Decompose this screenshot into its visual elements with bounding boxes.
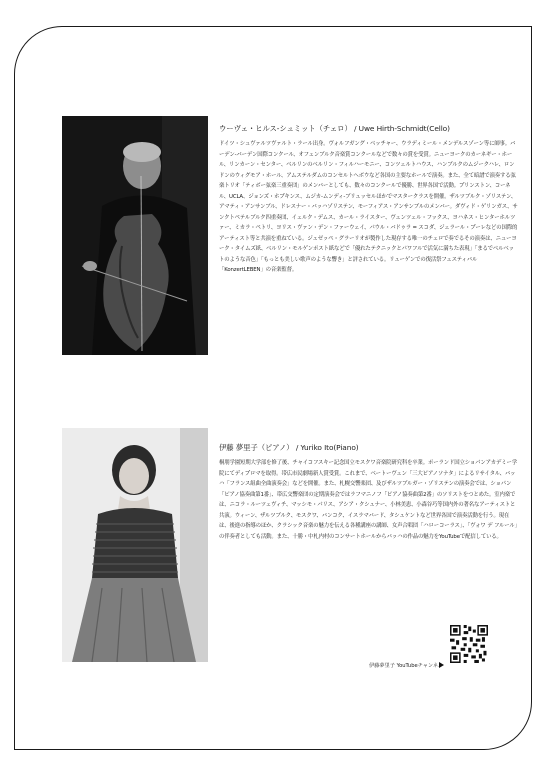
qr-code-icon[interactable] [450,625,488,663]
pianist-name: 伊藤 夢里子（ピアノ） / Yuriko Ito(Piano) [219,443,359,452]
cellist-photo [62,116,208,355]
pianist-bio: 桐朋学園短期大学部を修了後、チャイコフスキー記念国立モスクワ音楽院研究科を卒業。ポーランド国立ショパンアカデミー学院にてディプロマを取得。帯広市民劇場新人賞受賞。これまで、ベートーヴェン「三大ピアノソナタ」によるリサイタル、バッハ「フランス組曲全曲演奏会」などを開催。また、札幌交響楽団、及びザルツブルガー・ゾリステンの演奏会では、ショパン「ピアノ協奏曲第1番」、帯広交響楽団の定期演奏会ではラフマニノフ「ピアノ協奏曲第2番」のソリストをつとめた。室内楽では、ニコラ・ルーツェヴィチ、マッシモ・パリス、アシア・クシュナー、小林美恵、小森谷巧等国内外の著名なアーティストと共演。ウィーン、ザルツブルク、モスクワ、バンコク、イスラマバード、タシュケントなど世界各国で演奏活動を行う。現在は、後進の指導のほか、クラシック音楽の魅力を伝える各種講座の講師、女声合唱団「ハローコーラス」、「ヴォワ デ フルール」の伴奏者としても活動。また、十勝・中札内村のコンサートホールからバッハの作品の魅力をYouTubeで配信している。 [219,460,518,540]
pianist-photo [62,428,208,662]
cellist-name: ウーヴェ・ヒルス-シュミット（チェロ） / Uwe Hirth-Schmidt(Cello) [219,124,450,133]
pianist-bio-section [219,443,519,542]
cellist-bio-section [219,124,519,276]
youtube-channel-label[interactable]: 伊藤夢里子 YouTubeチャンネル [369,663,444,669]
play-triangle-icon [439,662,444,668]
cellist-bio: ドイツ・シュヴァルツヴァルト・ラール出身。ヴォルフガング・ベッチャー、ウラディミール・メンデルスゾーン等に師事。バーデン-バーデン国際コンクール、オフェンブルク音楽賞コンクールなどで数々の賞を受賞。ニューヨークのカーネギー・ホール、リンカーン・センター、ベルリンのベルリン・フィルハーモニー、コンツェルトハウス、ハンブルクのムジークハレ、ロンドンのウィグモア・ホール、アムステルダムのコンセルトヘボウなど各国の主要なホールで演奏。また、全て暗譜で演奏する弦楽トリオ「ティボー弦楽三重奏団」のメンバーとしても、数々のコンクールで優勝、世界各国で活動。プリンストン、コーネル、UCLA、ジョンズ・ホプキンス、ムジカ-ムンディ-ブリュッセルほかでマスタークラスを開催。ザルツブルク・ゾリステン、アマティ・アンサンブル、ドレスナー・バッハゾリステン、モーフィアス・アンサンブルのメンバー。ダヴィド・ゲリンガス、サンクトペテルブルク四重奏団、イェルク・デムス、カール・ライスター、ヴェンツェル・フックス、ヨハネス・ヒンターホルツァー、ミカラ・ペトリ、ヨリス・ヴァン・デン・ファーウェイ、パウル・バドゥラ = スコダ、ジェラール・プーレなどの国際的アーティスト等と共演を重ねている。ジュゼッペ・グラーリオが製作した現存する唯一のチェロで奏でるその演奏は、ニューヨーク・タイムズ紙、ベルリン・モルゲンポスト紙などで「優れたテクニックとパワフルで活気に満ちた表現」「まるでベルベットのような音色」「もっとも美しい歌声のような響き」と評されている。リューゲンでの復活祭フェスティバル「KonzertLEBEN」の音楽監督。 [219,141,518,273]
